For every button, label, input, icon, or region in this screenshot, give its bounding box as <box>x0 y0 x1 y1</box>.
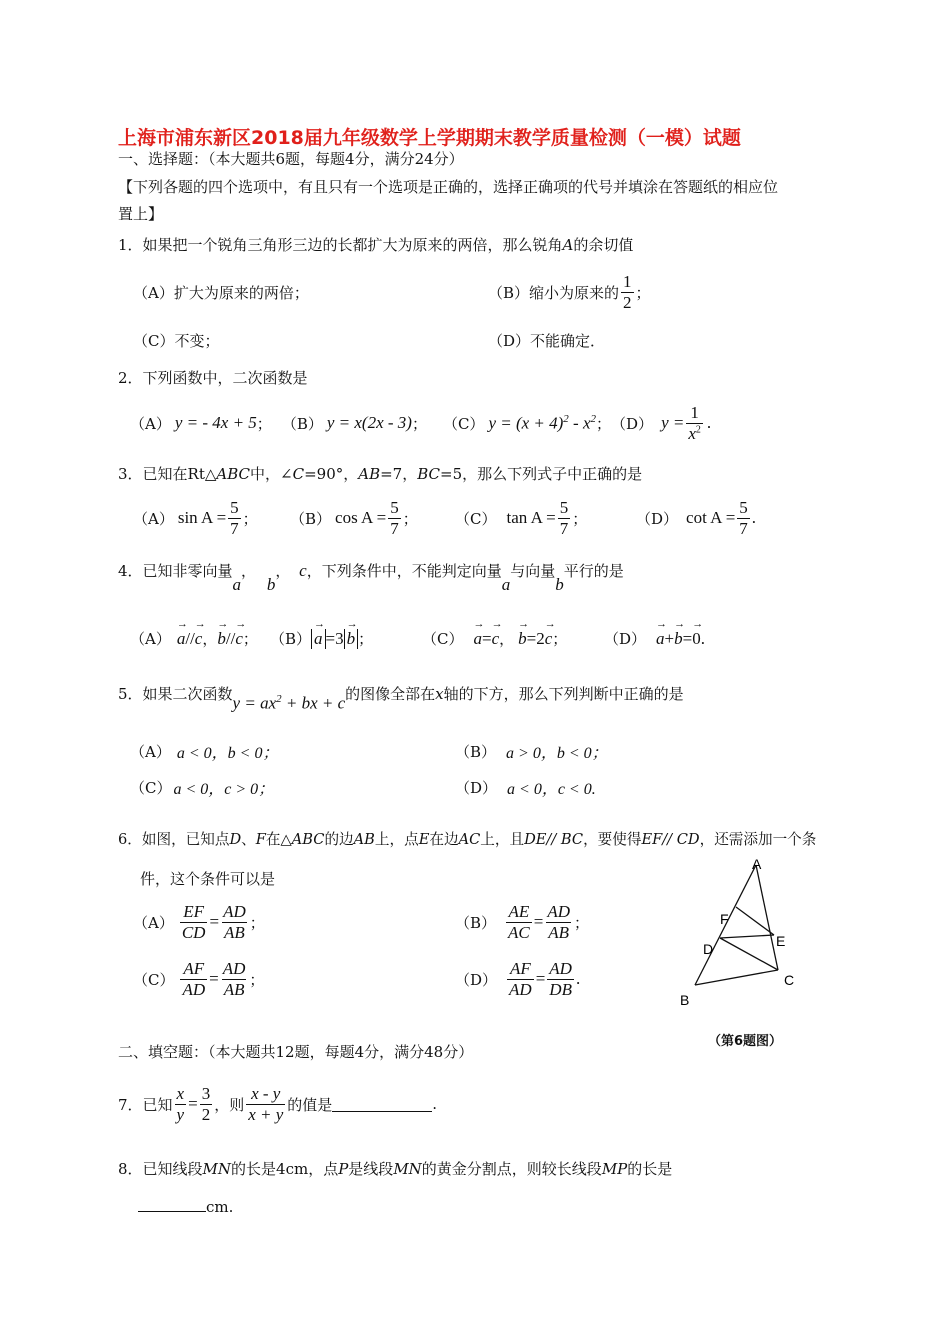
q2-option-d-lhs: y = <box>661 413 685 432</box>
q8-answer-line: cm. <box>138 1197 233 1216</box>
q6-option-b: （B） $\frac{AE}{AC}$ = $\frac{AD}{AB}$ ； <box>455 902 590 942</box>
q2-options: （A） y = - 4x + 5 ； （B） y = x(2x - 3) ； （C） $y = (x + 4)^2 - x^2$ ； （D） y = $\frac{1}{x^2}$ . <box>130 402 712 443</box>
q2-option-a-label: （A） <box>130 414 171 433</box>
q2-option-a: y = - 4x + 5 <box>174 413 257 432</box>
q4-option-c: （C） → a = → c ， → b =2 → c ； <box>422 628 567 649</box>
q1-option-c: （C）不变； <box>133 332 220 350</box>
q2-option-c-label: （C） <box>442 414 485 433</box>
section1-header: 一、选择题：（本大题共6题，每题4分，满分24分） <box>118 150 464 168</box>
q4-option-b: （B） → a =3 → b ； <box>270 628 373 649</box>
q6-option-c: （C） $\frac{AF}{AD}$ = $\frac{AD}{AB}$ ； <box>133 959 265 999</box>
q3-option-a: （A） sin A = $\frac{5}{7}$ ； <box>133 498 258 538</box>
section1-instruction-line1: 【下列各题的四个选项中，有且只有一个选项是正确的，选择正确项的代号并填涂在答题纸的相应位 <box>118 178 779 196</box>
figure-label-e: E <box>776 933 786 949</box>
q5-stem: 5．如果二次函数 $y = ax^2$ + bx + c 的图像全部在 x 轴的下方，那么下列判断中正确的是 <box>118 684 684 713</box>
q2-option-d-fraction: $\frac{1}{x^2}$ <box>688 402 701 443</box>
q5-option-c: （C） a < 0，c > 0； <box>130 779 275 798</box>
q6-triangle-figure <box>670 855 820 1015</box>
q1-stem: 1．如果把一个锐角三角形三边的长都扩大为原来的两倍，那么锐角A的余切值 <box>118 236 634 254</box>
q1-option-b: （B）缩小为原来的 $\frac{1}{2}$ ； <box>488 272 651 312</box>
q6-stem: 6．如图，已知点D、F在△ABC的边AB上，点E在边AC上，且DE// BC，要使得EF// CD，还需添加一个条 <box>118 831 817 848</box>
q6-stem-line2: 件，这个条件可以是 <box>140 870 276 888</box>
side-ac <box>756 865 778 970</box>
q5-option-d: （D） a < 0，c < 0. <box>455 779 596 798</box>
segment-dc <box>720 938 778 970</box>
q6-option-d: （D） $\frac{AF}{AD}$ = $\frac{AD}{DB}$ . <box>455 959 581 999</box>
q7-answer-blank <box>332 1097 432 1112</box>
q4-option-d: （D） → a + → b = → 0 . <box>604 628 705 649</box>
q2-option-c: $y = (x + 4)^2 - x^2$ <box>488 412 597 433</box>
section2-header: 二、填空题：（本大题共12题，每题4分，满分48分） <box>118 1043 474 1061</box>
figure-label-f: F <box>720 911 729 927</box>
q5-option-b: （B） a > 0，b < 0； <box>455 743 608 762</box>
q4-stem: 4．已知非零向量a， b， c，下列条件中，不能判定向量a与向量b平行的是 <box>118 561 624 594</box>
figure-label-d: D <box>703 941 714 957</box>
q1-option-a: （A）扩大为原来的两倍； <box>133 284 309 302</box>
q3-option-b: （B） cos A = $\frac{5}{7}$ ； <box>290 498 418 538</box>
q2-option-b: y = x(2x - 3) <box>326 413 412 432</box>
q8-stem: 8．已知线段MN的长是4cm，点P是线段MN的黄金分割点，则较长线段MP的长是 <box>118 1160 673 1178</box>
side-bc <box>695 970 778 985</box>
q3-stem: 3．已知在Rt△ABC中，∠C=90°，AB=7，BC=5，那么下列式子中正确的是 <box>118 465 643 483</box>
figure-label-b: B <box>680 992 690 1008</box>
q6-option-a: （A） $\frac{EF}{CD}$ = $\frac{AD}{AB}$ ； <box>133 902 265 942</box>
q3-option-c: （C） tan A = $\frac{5}{7}$ ； <box>455 498 588 538</box>
q2-stem: 2．下列函数中，二次函数是 <box>118 369 308 387</box>
q7-stem: 7．已知 $\frac{x}{y}$ = $\frac{3}{2}$ ，则 $\frac{x - y}{x + y}$ 的值是 . <box>118 1084 438 1124</box>
figure-label-c: C <box>784 972 795 988</box>
page-title: 上海市浦东新区2018届九年级数学上学期期末教学质量检测（一模）试题 <box>118 127 741 149</box>
figure-label-a: A <box>752 856 762 872</box>
q2-option-d-label: （D） <box>611 414 654 433</box>
q1-option-d: （D）不能确定． <box>488 332 606 350</box>
q3-option-d: （D） cot A = $\frac{5}{7}$ . <box>636 498 757 538</box>
q2-option-b-label: （B） <box>281 414 323 433</box>
section1-instruction-line2: 置上】 <box>118 205 164 223</box>
q8-answer-blank <box>138 1197 206 1212</box>
q4-option-a: （A） → a // → c ， → b // → c ； <box>130 628 258 649</box>
q6-figure-caption: （第6题图） <box>708 1034 783 1049</box>
segment-de <box>720 935 774 938</box>
q5-option-a: （A） a < 0，b < 0； <box>130 743 279 762</box>
